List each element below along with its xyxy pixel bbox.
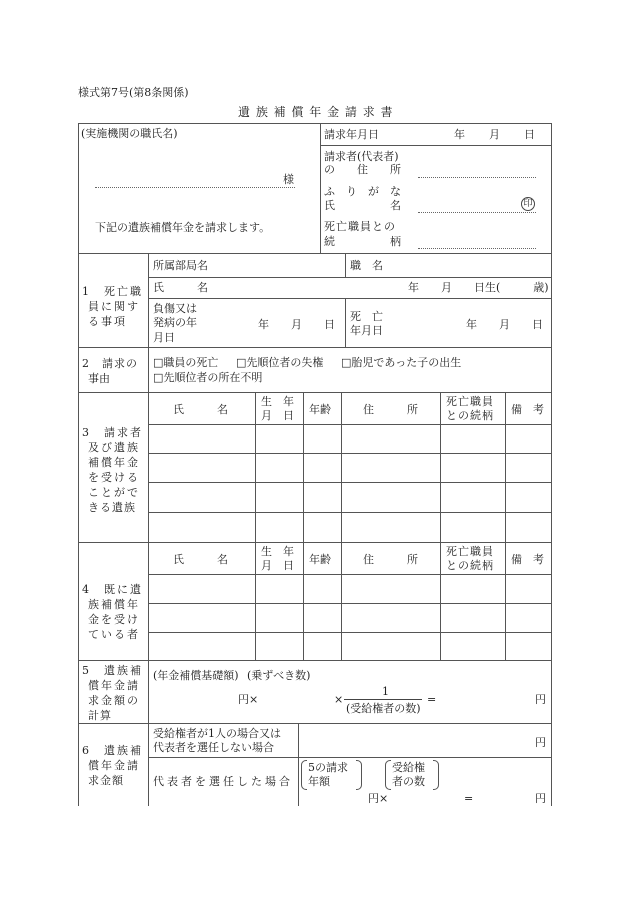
multiplier-label: (乗ずべき数) bbox=[247, 669, 311, 682]
request-sentence: 下記の遺族補償年金を請求します。 bbox=[95, 221, 271, 234]
divider bbox=[78, 392, 552, 393]
col-birth-1: 生 年 bbox=[261, 395, 294, 408]
single-yen: 円 bbox=[535, 736, 546, 749]
times-sign: × bbox=[334, 693, 344, 706]
paren-right bbox=[433, 760, 439, 790]
section4-label-line: ている者 bbox=[88, 628, 140, 641]
relation-label-1: 死亡職員との bbox=[324, 220, 396, 233]
injury-label-1: 負傷又は bbox=[153, 302, 197, 315]
claimant-name-field[interactable] bbox=[418, 212, 536, 213]
address-label-1: 請求者(代表者) bbox=[324, 150, 399, 163]
section1-label bbox=[82, 284, 144, 329]
section6-label-line: 6 遺族補 bbox=[82, 744, 143, 757]
divider bbox=[148, 453, 551, 454]
divider bbox=[148, 574, 551, 575]
single-claimant-label-2: 代表者を選任しない場合 bbox=[153, 741, 274, 754]
injury-label-2: 発病の年 bbox=[153, 316, 197, 329]
sama-label: 様 bbox=[283, 173, 294, 186]
relation-label-2: 続 柄 bbox=[324, 235, 401, 248]
rep-equals: = bbox=[464, 792, 474, 805]
section5-label-line: 求金額の bbox=[88, 694, 140, 707]
divider bbox=[148, 512, 551, 513]
divider bbox=[148, 298, 551, 299]
name-label: 氏 名 bbox=[324, 199, 401, 212]
section5-label-line: 償年金請 bbox=[88, 679, 140, 692]
section4-label-line: 族補償年 bbox=[88, 598, 140, 611]
agency-name-field[interactable] bbox=[95, 187, 295, 188]
col-relation-1: 死亡職員 bbox=[446, 545, 494, 558]
section2-label-1: 2 請求の bbox=[82, 357, 138, 370]
paren-right bbox=[356, 760, 362, 790]
base-yen-times: 円× bbox=[238, 693, 259, 706]
fraction-numerator: 1 bbox=[382, 685, 389, 698]
rep-yen-times: 円× bbox=[368, 792, 389, 805]
col-address: 住 所 bbox=[363, 403, 418, 416]
divider bbox=[148, 482, 551, 483]
divider bbox=[345, 253, 346, 277]
divider bbox=[148, 424, 551, 425]
divider bbox=[505, 392, 506, 660]
section3-label-line: ことがで bbox=[88, 486, 140, 499]
injury-label-3: 月日 bbox=[153, 331, 175, 344]
yen-result: 円 bbox=[535, 693, 546, 706]
section3-label-line: 及び遺族 bbox=[88, 441, 140, 454]
section2-label-2: 事由 bbox=[88, 372, 110, 385]
divider bbox=[298, 723, 299, 806]
relation-field[interactable] bbox=[418, 248, 536, 249]
col-remarks: 備 考 bbox=[511, 553, 544, 566]
divider bbox=[78, 723, 552, 724]
reason-option-fetus-birth[interactable]: □胎児であった子の出生 bbox=[341, 356, 462, 369]
section5-label-line: 5 遺族補 bbox=[82, 664, 143, 677]
divider bbox=[148, 632, 551, 633]
section3-label-line: 補償年金 bbox=[88, 456, 140, 469]
seal-mark: 印 bbox=[521, 197, 535, 211]
injury-date-field[interactable]: 年 月 日 bbox=[258, 318, 335, 331]
divider bbox=[440, 392, 441, 660]
section6-label-line: 償年金請 bbox=[88, 759, 140, 772]
death-label-2: 年月日 bbox=[350, 324, 383, 337]
divider bbox=[148, 277, 551, 278]
address-field[interactable] bbox=[418, 177, 536, 178]
table-border-left bbox=[78, 123, 79, 806]
divider bbox=[148, 603, 551, 604]
divider bbox=[255, 392, 256, 660]
table-border-top bbox=[78, 123, 552, 124]
divider bbox=[78, 660, 552, 661]
divider bbox=[148, 757, 551, 758]
reason-option-forfeiture[interactable]: □先順位者の失権 bbox=[236, 356, 324, 369]
death-date-field[interactable]: 年 月 日 bbox=[466, 318, 543, 331]
claim-amount-label-1: 5の請求 bbox=[308, 761, 348, 774]
col-birth-1: 生 年 bbox=[261, 545, 294, 558]
request-date-month[interactable]: 月 bbox=[489, 128, 500, 141]
col-remarks: 備 考 bbox=[511, 403, 544, 416]
equals-sign: = bbox=[427, 693, 437, 706]
section5-label-line: 計算 bbox=[88, 709, 112, 722]
furigana-label: ふ り が な bbox=[324, 185, 401, 198]
address-label-2: の 住 所 bbox=[324, 163, 401, 176]
paren-left bbox=[301, 760, 307, 790]
page-title: 遺 族 補 償 年 金 請 求 書 bbox=[238, 105, 394, 119]
section1-label-line: る事項 bbox=[88, 315, 127, 328]
section4-label-line: 金を受け bbox=[88, 613, 140, 626]
divider bbox=[303, 392, 304, 660]
section3-label-line: 3 請求者 bbox=[82, 426, 143, 439]
representative-label: 代表者を選任した場合 bbox=[153, 775, 293, 788]
request-date-year[interactable]: 年 bbox=[454, 128, 465, 141]
fraction-denominator: (受給権者の数) bbox=[346, 702, 421, 715]
divider bbox=[78, 347, 552, 348]
col-address: 住 所 bbox=[363, 553, 418, 566]
death-label-1: 死 亡 bbox=[350, 310, 383, 323]
col-relation-1: 死亡職員 bbox=[446, 395, 494, 408]
section6-label-line: 求金額 bbox=[88, 774, 124, 787]
claim-amount-label-2: 年額 bbox=[308, 775, 330, 788]
col-birth-2: 月 日 bbox=[261, 409, 294, 422]
paren-left bbox=[385, 760, 391, 790]
reason-option-whereabouts-unknown[interactable]: □先順位者の所在不明 bbox=[153, 371, 263, 384]
request-date-day[interactable]: 日 bbox=[524, 128, 535, 141]
divider bbox=[341, 392, 342, 660]
base-amount-label: (年金補償基礎額) bbox=[153, 669, 239, 682]
reason-option-death[interactable]: □職員の死亡 bbox=[153, 356, 219, 369]
single-claimant-label-1: 受給権者が1人の場合又は bbox=[153, 727, 281, 740]
col-birth-2: 月 日 bbox=[261, 559, 294, 572]
divider bbox=[320, 123, 321, 253]
birth-date-field[interactable]: 年 月 日生( 歳) bbox=[408, 281, 549, 294]
divider bbox=[320, 145, 551, 146]
section3-label-line: を受ける bbox=[88, 471, 140, 484]
holders-label-1: 受給権 bbox=[392, 761, 425, 774]
fraction-bar bbox=[344, 699, 422, 700]
deceased-name-label: 氏 名 bbox=[153, 281, 208, 294]
col-age: 年齢 bbox=[309, 403, 331, 416]
form-number: 様式第7号(第8条関係) bbox=[78, 86, 189, 99]
section1-label-line: 員に関す bbox=[88, 300, 140, 313]
holders-label-2: 者の数 bbox=[392, 775, 425, 788]
col-age: 年齢 bbox=[309, 553, 331, 566]
rep-yen: 円 bbox=[535, 792, 546, 805]
agency-label: (実施機関の職氏名) bbox=[81, 127, 178, 140]
divider bbox=[78, 253, 552, 254]
request-date-label: 請求年月日 bbox=[324, 128, 379, 141]
col-relation-2: との続柄 bbox=[446, 409, 494, 422]
col-relation-2: との続柄 bbox=[446, 559, 494, 572]
divider bbox=[78, 542, 552, 543]
section4-label-line: 4 既に遺 bbox=[82, 583, 143, 596]
department-label: 所属部局名 bbox=[153, 259, 208, 272]
divider bbox=[345, 298, 346, 347]
col-name: 氏 名 bbox=[173, 553, 228, 566]
job-title-label: 職 名 bbox=[350, 259, 383, 272]
section3-label-line: きる遺族 bbox=[88, 501, 136, 514]
table-border-right bbox=[551, 123, 552, 806]
col-name: 氏 名 bbox=[173, 403, 228, 416]
section1-label-line: 1 死亡職 bbox=[82, 285, 143, 298]
